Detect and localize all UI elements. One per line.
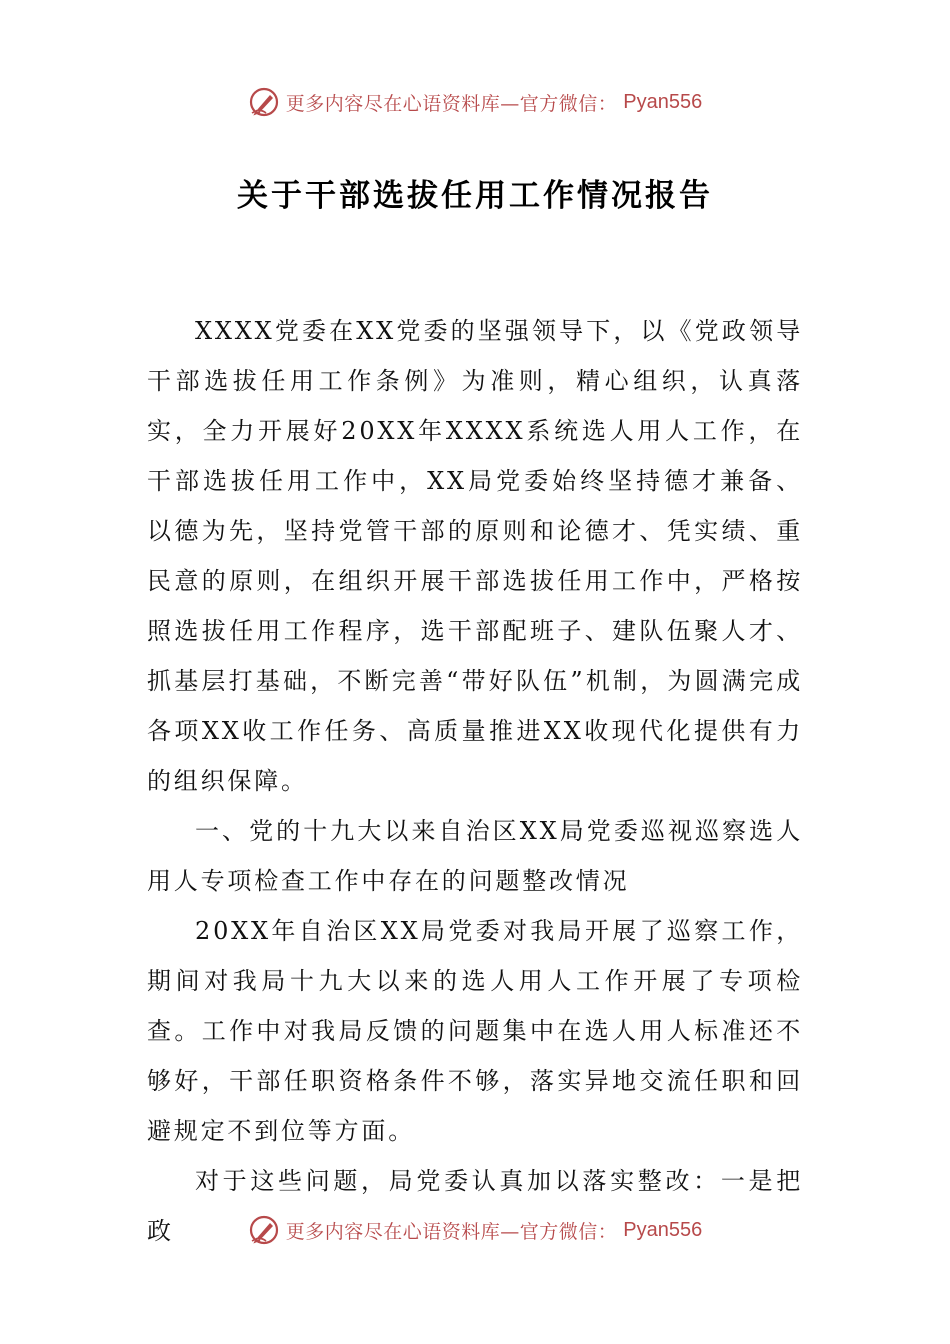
header-watermark: [0, 82, 950, 122]
watermark-contact: Pyan556: [623, 1218, 703, 1241]
footer-watermark: [0, 1210, 950, 1250]
quill-pen-logo-icon: [248, 1214, 280, 1246]
watermark-text: 更多内容尽在心语资料库—官方微信：: [285, 1220, 618, 1243]
section-heading: 一、党的十九大以来自治区XX局党委巡视巡察选人用人专项检查工作中存在的问题整改情况: [147, 817, 803, 895]
quill-pen-logo-icon: [248, 86, 280, 118]
paragraph-intro: XXXX党委在XX党委的坚强领导下，以《党政领导干部选拔任用工作条例》为准则，精心组织，认真落实，全力开展好20XX年XXXX系统选人用人工作，在干部选拔任用工作中，XX局党委始终坚持德才兼备、以德为先，坚持党管干部的原则和论德才、凭实绩、重民意的原则，在组织开展干部选拔任用工作中，严格按照选拔任用工作程序，选干部配班子、建队伍聚人才、抓基层打基础，不断完善“带好队伍”机制，为圆满完成各项XX收工作任务、高质量推进XX收现代化提供有力的组织保障。: [147, 317, 803, 795]
watermark-contact: Pyan556: [623, 90, 703, 113]
document-body: [147, 306, 803, 1256]
document-title: 关于干部选拔任用工作情况报告: [237, 178, 713, 214]
paragraph-rectification: 对于这些问题，局党委认真加以落实整改：一是把政: [147, 1167, 803, 1245]
watermark-text: 更多内容尽在心语资料库—官方微信：: [285, 92, 618, 115]
paragraph-inspection: 20XX年自治区XX局党委对我局开展了巡察工作，期间对我局十九大以来的选人用人工作开展了专项检查。工作中对我局反馈的问题集中在选人用人标准还不够好，干部任职资格条件不够，落实异地交流任职和回避规定不到位等方面。: [147, 917, 803, 1145]
